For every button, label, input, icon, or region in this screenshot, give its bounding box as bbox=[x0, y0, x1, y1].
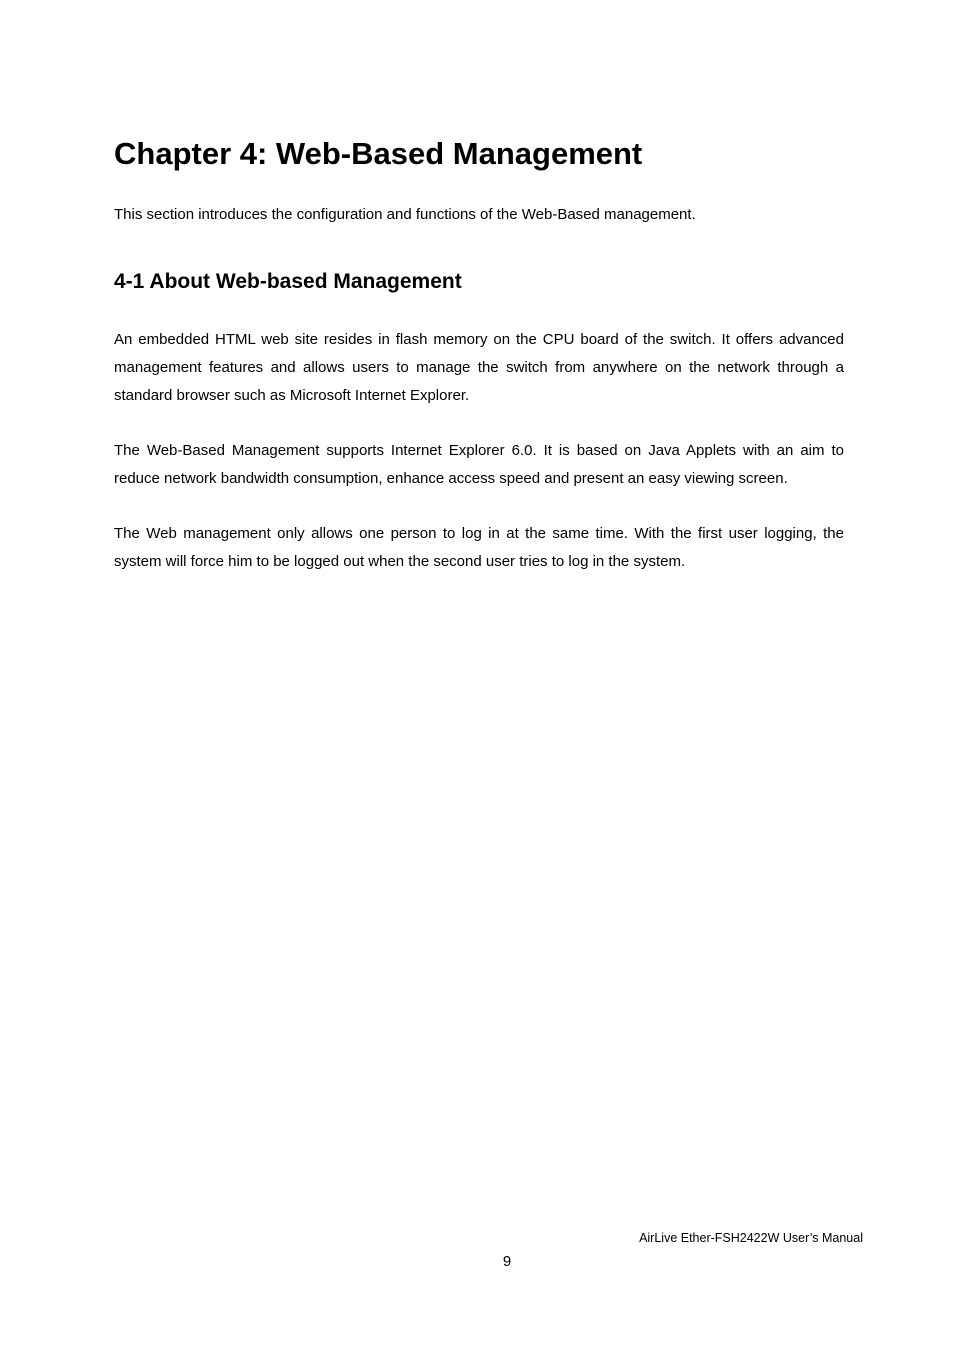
paragraph-embedded-web-site: An embedded HTML web site resides in flash memory on the CPU board of the switch. It offers advanced management features and allows users to manage the switch from anywhere on the network through a standard browser such as Microsoft Internet Explorer. bbox=[114, 331, 844, 404]
chapter-title: Chapter 4: Web-Based Management bbox=[114, 136, 643, 171]
section-heading: 4-1 About Web-based Management bbox=[114, 270, 462, 293]
page-number: 9 bbox=[502, 1253, 512, 1270]
paragraph-single-login: The Web management only allows one person to log in at the same time. With the first user logging, the system will force him to be logged out when the second user tries to log in the system. bbox=[114, 525, 844, 570]
paragraph-browser-support: The Web-Based Management supports Internet Explorer 6.0. It is based on Java Applets with an aim to reduce network bandwidth consumption, enhance access speed and present an easy viewing screen. bbox=[114, 442, 844, 487]
chapter-intro: This section introduces the configuration and functions of the Web-Based management. bbox=[114, 206, 696, 223]
footer-manual-title: AirLive Ether-FSH2422W User’s Manual bbox=[639, 1231, 863, 1245]
